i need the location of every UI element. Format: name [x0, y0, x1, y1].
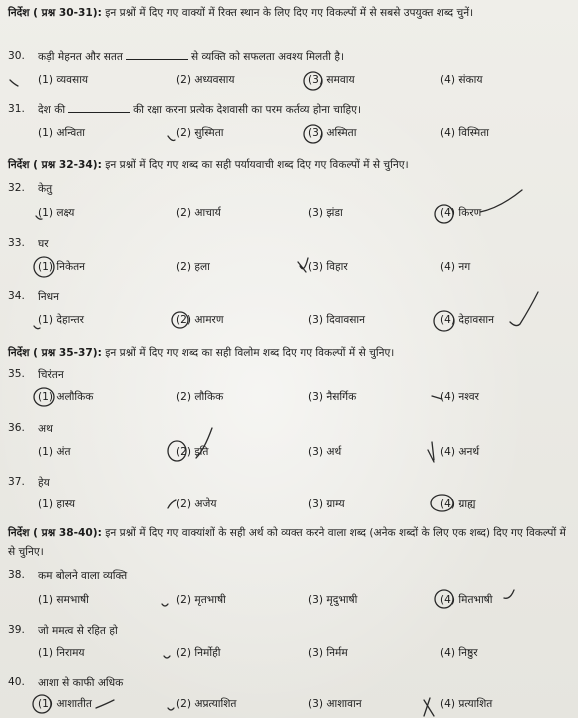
option-2[interactable]: (2) आमरण	[176, 314, 224, 326]
question-text: निधन	[38, 291, 60, 303]
question-number: 37.	[8, 476, 25, 488]
question-39	[8, 624, 574, 644]
option-4[interactable]: (4) संकाय	[440, 74, 483, 86]
direction-label: निर्देश ( प्रश्न 38-40):	[8, 527, 102, 539]
question-number: 36.	[8, 422, 25, 434]
direction-text: इन प्रश्नों में दिए गए वाक्यों में रिक्त स्थान के लिए दिए गए विकल्पों में से सबसे उपयुक्त शब्द चुनें।	[105, 7, 474, 19]
question-text	[38, 50, 344, 64]
question-34	[8, 290, 574, 310]
question-37	[8, 476, 574, 496]
option-1[interactable]: (1) अन्विता	[38, 127, 86, 139]
option-3[interactable]: (3) दिवावसान	[308, 314, 366, 326]
question-36	[8, 422, 574, 442]
option-2[interactable]: (2) इति	[176, 446, 209, 458]
option-2[interactable]: (2) अजेय	[176, 498, 217, 510]
option-3[interactable]: (3) झंडा	[308, 207, 343, 219]
text-after: से व्यक्ति को सफलता अवश्य मिलती है।	[190, 51, 345, 63]
option-1[interactable]: (1) लक्ष्य	[38, 207, 75, 219]
blank-line	[68, 112, 130, 113]
option-2[interactable]: (2) अध्यवसाय	[176, 74, 235, 86]
option-3[interactable]: (3) निर्मम	[308, 647, 348, 659]
option-2[interactable]: (2) सुस्मिता	[176, 127, 224, 139]
question-text: अथ	[38, 423, 53, 435]
question-33	[8, 237, 574, 257]
question-number: 40.	[8, 676, 25, 688]
blank-line	[126, 59, 188, 60]
option-2[interactable]: (2) मृतभाषी	[176, 594, 226, 606]
direction-label: निर्देश ( प्रश्न 32-34):	[8, 159, 102, 171]
option-1[interactable]: (1) अंत	[38, 446, 71, 458]
option-2[interactable]: (2) लौकिक	[176, 391, 224, 403]
question-text: केतु	[38, 183, 53, 195]
options-33	[8, 260, 574, 280]
question-number: 39.	[8, 624, 25, 636]
option-1[interactable]: (1) व्यवसाय	[38, 74, 89, 86]
question-40	[8, 676, 574, 696]
direction-32-34	[8, 156, 574, 175]
options-31	[8, 126, 574, 146]
question-text: घर	[38, 238, 49, 250]
option-4[interactable]: (4) निष्ठुर	[440, 647, 478, 659]
question-number: 38.	[8, 569, 25, 581]
direction-30-31	[8, 4, 574, 23]
question-text: जो ममत्व से रहित हो	[38, 625, 118, 637]
question-number: 33.	[8, 237, 25, 249]
question-30	[8, 50, 574, 70]
question-number: 32.	[8, 182, 25, 194]
direction-text: इन प्रश्नों में दिए गए वाक्यांशों के सही अर्थ को व्यक्त करने वाला शब्द (अनेक शब्दों के लिए एक शब्द) दिए गए विकल्पों में से चुनिए।	[8, 527, 566, 558]
options-37	[8, 497, 574, 517]
option-1[interactable]: (1) निकेतन	[38, 261, 86, 273]
option-4[interactable]: (4) अनर्थ	[440, 446, 480, 458]
question-text	[38, 103, 361, 117]
question-31	[8, 103, 574, 123]
option-4[interactable]: (4) नग	[440, 261, 471, 273]
option-4[interactable]: (4) विस्मिता	[440, 127, 489, 139]
direction-text: इन प्रश्नों में दिए गए शब्द का सही विलोम शब्द दिए गए विकल्पों में से चुनिए।	[105, 347, 395, 359]
question-number: 34.	[8, 290, 25, 302]
direction-label: निर्देश ( प्रश्न 35-37):	[8, 347, 102, 359]
option-1[interactable]: (1) निरामय	[38, 647, 85, 659]
option-3[interactable]: (3) मृदुभाषी	[308, 594, 358, 606]
options-36	[8, 445, 574, 465]
direction-label: निर्देश ( प्रश्न 30-31):	[8, 7, 102, 19]
option-1[interactable]: (1) हास्य	[38, 498, 76, 510]
direction-38-40	[8, 524, 574, 562]
option-4[interactable]: (4) नश्वर	[440, 391, 479, 403]
option-3[interactable]: (3) अस्मिता	[308, 127, 357, 139]
option-2[interactable]: (2) आचार्य	[176, 207, 221, 219]
options-35	[8, 390, 574, 410]
direction-35-37	[8, 344, 574, 363]
option-4[interactable]: (4) किरण	[440, 207, 482, 219]
option-2[interactable]: (2) अप्रत्याशित	[176, 698, 237, 710]
option-1[interactable]: (1) आशातीत	[38, 698, 92, 710]
option-1[interactable]: (1) देहान्तर	[38, 314, 85, 326]
direction-text: इन प्रश्नों में दिए गए शब्द का सही पर्यायवाची शब्द दिए गए विकल्पों में से चुनिए।	[105, 159, 409, 171]
option-2[interactable]: (2) हला	[176, 261, 210, 273]
option-1[interactable]: (1) समभाषी	[38, 594, 89, 606]
options-39	[8, 646, 574, 666]
question-number: 31.	[8, 103, 25, 115]
question-text: हेय	[38, 477, 50, 489]
question-38	[8, 569, 574, 589]
question-text: चिरंतन	[38, 369, 64, 381]
question-text: कम बोलने वाला व्यक्ति	[38, 570, 128, 582]
question-35	[8, 368, 574, 388]
options-40	[8, 697, 574, 717]
question-number: 30.	[8, 50, 25, 62]
option-3[interactable]: (3) समवाय	[308, 74, 355, 86]
option-3[interactable]: (3) विहार	[308, 261, 348, 273]
option-3[interactable]: (3) आशावान	[308, 698, 362, 710]
option-2[interactable]: (2) निर्मोही	[176, 647, 221, 659]
options-34	[8, 313, 574, 333]
options-30	[8, 73, 574, 93]
option-3[interactable]: (3) नैसर्गिक	[308, 391, 357, 403]
option-4[interactable]: (4) ग्राह्य	[440, 498, 476, 510]
options-32	[8, 206, 574, 226]
text-after: की रक्षा करना प्रत्येक देशवासी का परम कर्तव्य होना चाहिए।	[133, 104, 361, 116]
option-1[interactable]: (1) अलौकिक	[38, 391, 94, 403]
option-3[interactable]: (3) अर्थ	[308, 446, 342, 458]
question-32	[8, 182, 574, 202]
option-4[interactable]: (4) प्रत्याशित	[440, 698, 493, 710]
question-number: 35.	[8, 368, 25, 380]
option-3[interactable]: (3) ग्राम्य	[308, 498, 345, 510]
option-4[interactable]: (4) देहावसान	[440, 314, 495, 326]
text-before: कड़ी मेहनत और सतत	[38, 51, 123, 63]
question-text: आशा से काफी अधिक	[38, 677, 124, 689]
option-4[interactable]: (4) मितभाषी	[440, 594, 493, 606]
options-38	[8, 593, 574, 613]
text-before: देश की	[38, 104, 66, 116]
